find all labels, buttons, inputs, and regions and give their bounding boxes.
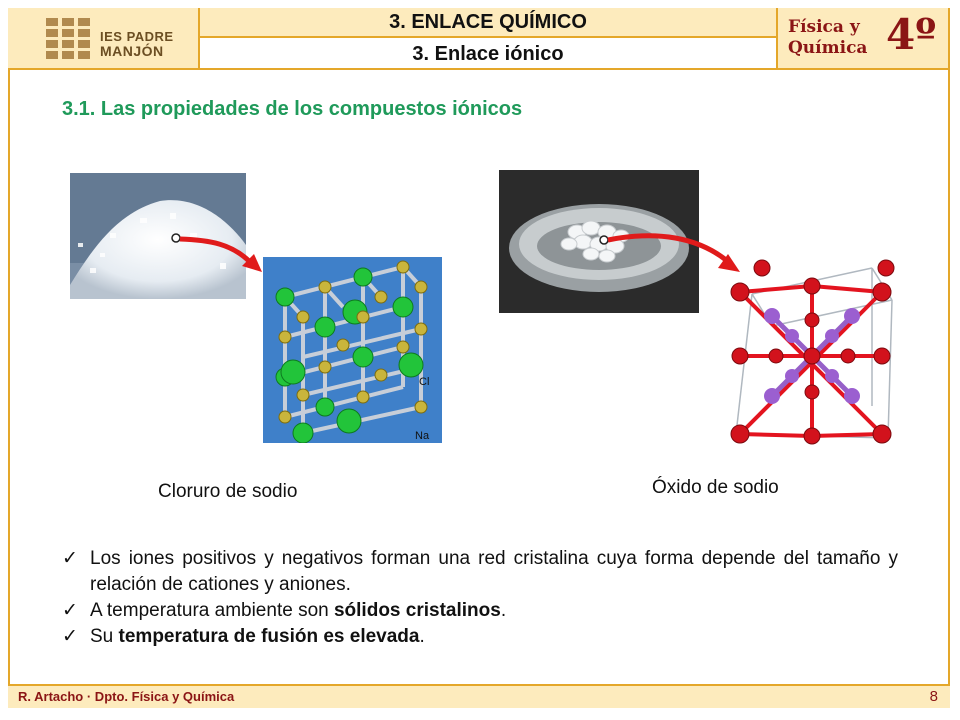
na2o-caption: Óxido de sodio bbox=[652, 477, 779, 498]
logo-text bbox=[100, 30, 174, 58]
page-number: 8 bbox=[929, 688, 938, 705]
na2o-crystal-lattice bbox=[722, 256, 908, 446]
slide-header bbox=[8, 8, 950, 70]
bullet-2-bold: sólidos cristalinos bbox=[333, 600, 501, 621]
nacl-caption: Cloruro de sodio bbox=[158, 481, 298, 502]
subject-line1: Física y bbox=[788, 17, 860, 37]
slide-footer bbox=[8, 684, 950, 708]
logo-grid-icon bbox=[46, 18, 94, 60]
logo-text-line2: MANJÓN bbox=[100, 43, 164, 59]
check-icon: ✓ bbox=[62, 548, 78, 569]
school-logo bbox=[8, 8, 200, 68]
logo-text-line1: IES PADRE bbox=[100, 29, 174, 44]
subject-name bbox=[788, 17, 867, 59]
bullet-list bbox=[62, 546, 898, 650]
title-area bbox=[200, 8, 776, 68]
check-icon: ✓ bbox=[62, 626, 78, 647]
unit-title: 3. ENLACE QUÍMICO bbox=[200, 8, 776, 38]
na-label: Na bbox=[415, 430, 430, 442]
check-icon: ✓ bbox=[62, 600, 78, 621]
bullet-2-post: . bbox=[500, 600, 507, 621]
subject-line2: Química bbox=[788, 38, 868, 58]
bullet-1-text: Los iones positivos y negativos forman una red cristalina cuya forma depende del tamaño y relación de cationes y aniones. bbox=[90, 548, 898, 595]
footer-author: R. Artacho · Dpto. Física y Química bbox=[18, 689, 235, 704]
bullet-3-pre: Su bbox=[90, 626, 119, 647]
bullet-2-pre: A temperatura ambiente son bbox=[90, 600, 334, 621]
bullet-3-bold: temperatura de fusión es elevada bbox=[118, 626, 420, 647]
bullet-item-2 bbox=[62, 598, 898, 624]
bullet-item-3 bbox=[62, 624, 898, 650]
cl-label: Cl bbox=[419, 376, 430, 388]
section-title: 3.1. Las propiedades de los compuestos iónicos bbox=[62, 98, 523, 120]
course-level: 4º bbox=[886, 10, 937, 59]
bullet-item-1 bbox=[62, 546, 898, 598]
subject-badge bbox=[776, 8, 948, 68]
bullet-3-post: . bbox=[419, 626, 425, 647]
unit-subtitle: 3. Enlace iónico bbox=[200, 38, 776, 68]
arrow-1-icon bbox=[170, 228, 270, 278]
nacl-crystal-lattice bbox=[263, 257, 442, 443]
